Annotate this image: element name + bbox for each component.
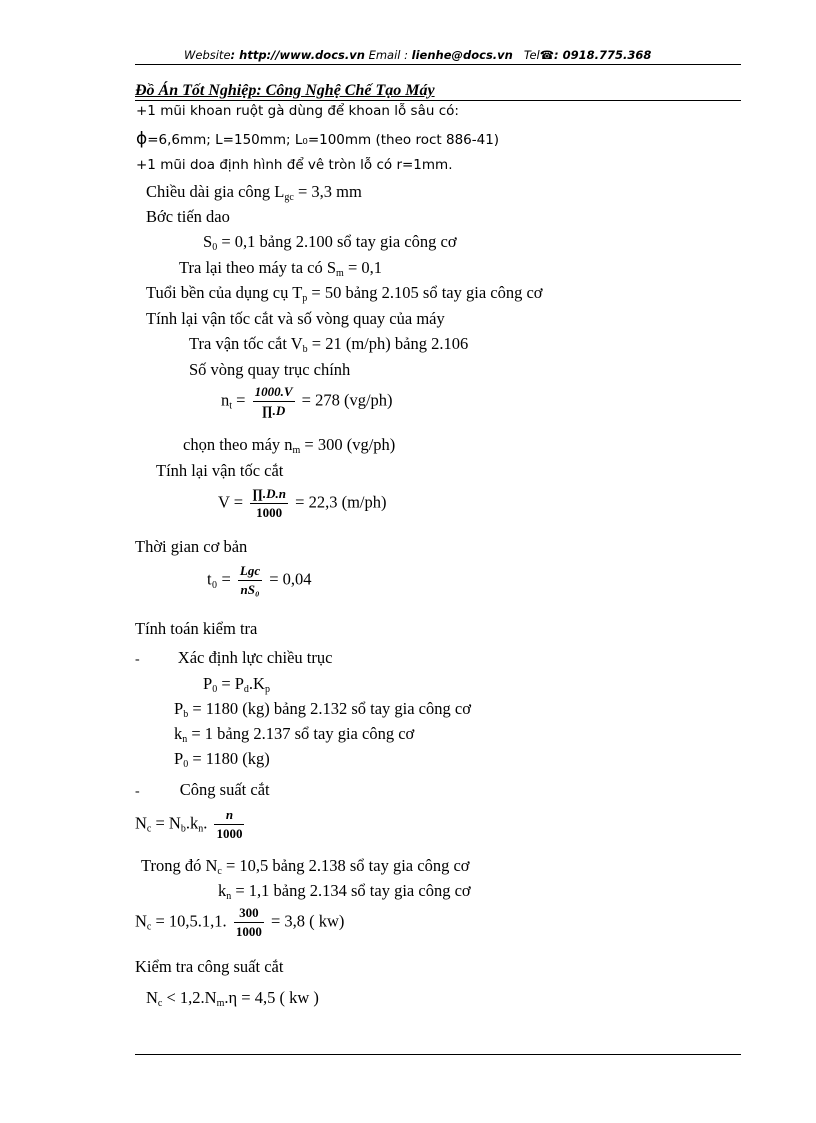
line-where-nc: Trong đó $N_c = 10,5$ bảng 2.138 sổ tay gia công cơ (141, 856, 470, 877)
phi-symbol: ϕ (136, 129, 148, 149)
email-address[interactable]: lienhe@docs.vn (411, 48, 513, 62)
line-p0-value: $P_0 = 1180$ (kg) (174, 749, 270, 770)
tel-number: : 0918.775.368 (554, 48, 652, 62)
line-pb: $P_b = 1180$ (kg) bảng 2.132 sổ tay gia công cơ (174, 699, 471, 720)
phone-icon: ☎ (539, 48, 555, 62)
fraction-nt: $\frac{1000.V}{\prod.D}$ (254, 384, 293, 418)
line-kn: $k_n = 1$ bảng 2.137 sổ tay gia công cơ (174, 724, 415, 745)
formula-nc-value: $N_c = 10,5.1,1$. $\frac{300}{1000}$ = 3,8 ( kw) (135, 905, 345, 939)
line-drill-dims: ϕ=6,6mm; L=150mm; L₀=100mm (theo roct 886-41) (136, 129, 500, 149)
fraction-nc: $\frac{n}{1000}$ (216, 807, 243, 841)
line-drill-bit: +1 mũi khoan ruột gà dùng để khoan lỗ sâu có: (136, 103, 459, 119)
list-dash: - (135, 652, 140, 667)
line-recalc-speed: Tính lại vận tốc cắt (156, 461, 284, 480)
header-rule (135, 64, 741, 65)
fraction-nc-value: $\frac{300}{1000}$ (235, 905, 262, 939)
line-feed-heading: Bớc tiến dao (146, 207, 230, 226)
line-check-power: Kiểm tra công suất cắt (135, 957, 284, 976)
website-url[interactable]: http://www.docs.vn (239, 48, 365, 62)
line-cutting-speed: Tra vận tốc cắt $V_b = 21$ (m/ph) bảng 2.106 (189, 334, 469, 355)
fraction-t0: $\frac{\text{Lgc}}{\text{nS₀}}$ (239, 563, 261, 597)
page-header: Website: http://www.docs.vn Email : lienhe@docs.vn Tel☎: 0918.775.368 (184, 48, 652, 62)
line-spindle-heading: Số vòng quay trục chính (189, 360, 351, 379)
fraction-v: $\frac{\prod.D.n}{1000}$ (252, 486, 287, 520)
website-label: Website (184, 48, 231, 62)
formula-nc: $N_c = N_b.k_n$. $\frac{n}{1000}$ (135, 807, 243, 841)
formula-v: V = $\frac{\prod.D.n}{1000}$ = 22,3 (m/ph) (218, 486, 387, 520)
formula-power-check: $N_c < 1,2.N_m.\eta = 4,5$ ( kw ) (146, 988, 319, 1009)
line-cutting-power: - Công suất cắt (135, 780, 270, 799)
email-label: Email : (368, 48, 408, 62)
formula-t0: t₀ = $\frac{\text{Lgc}}{\text{nS₀}}$ = 0,04 (207, 563, 312, 597)
line-axial-force: - Xác định lực chiều trục (135, 648, 333, 667)
formula-p0: $P_0 = P_d.K_p$ (203, 674, 270, 695)
line-kn2: $k_n = 1,1$ bảng 2.134 sổ tay gia công cơ (218, 881, 471, 902)
footer-rule (135, 1054, 741, 1055)
line-feed-value: $S_0 = 0,1$ bảng 2.100 sổ tay gia công cơ (203, 232, 457, 253)
line-machine-feed: Tra lại theo máy ta có $S_m = 0,1$ (179, 258, 383, 279)
line-reamer: +1 mũi doa định hình để vê tròn lỗ có r=1mm. (136, 157, 453, 173)
line-tool-life: Tuổi bền của dụng cụ $T_p = 50$ bảng 2.105 sổ tay gia công cơ (146, 283, 543, 304)
line-machining-length: Chiều dài gia công $L_{gc} = 3,3$ mm (146, 182, 362, 203)
tel-label: Tel (523, 48, 540, 62)
list-dash: - (135, 784, 140, 799)
title-rule (135, 100, 741, 101)
line-check-heading: Tính toán kiểm tra (135, 619, 258, 638)
line-base-time: Thời gian cơ bản (135, 537, 248, 556)
line-recalc-heading: Tính lại vận tốc cắt và số vòng quay của máy (146, 309, 445, 328)
formula-nt: $n_t$ = $\frac{1000.V}{\prod.D}$ = 278 (vg/ph) (221, 384, 393, 418)
document-title: Đồ Án Tốt Nghiệp: Công Nghệ Chế Tạo Máy (135, 82, 435, 99)
line-machine-speed: chọn theo máy $n_m = 300$ (vg/ph) (183, 435, 396, 456)
